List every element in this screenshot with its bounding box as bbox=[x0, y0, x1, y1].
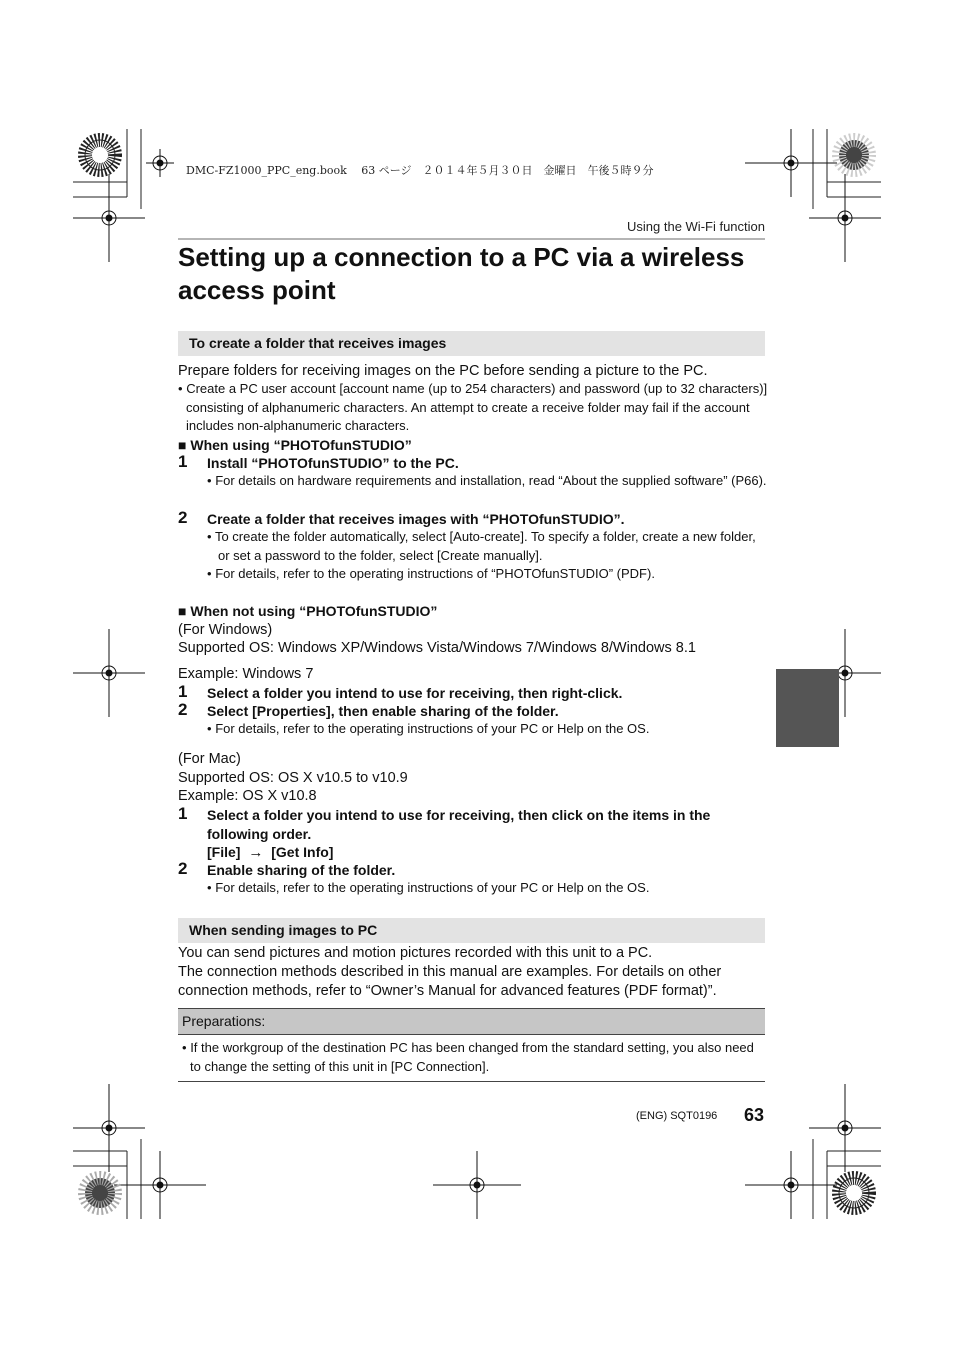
account-bullet bbox=[178, 380, 768, 436]
subheading-using-pfs bbox=[178, 436, 412, 455]
chapter-header: Using the Wi-Fi function bbox=[627, 219, 765, 234]
sending-para-2: The connection methods described in this manual are examples. For details on other connection methods, refer to “Owner’s Manual for advanced features (PDF format)”. bbox=[178, 964, 722, 999]
step-bullet-text: For details, refer to the operating instructions of your PC or Help on the OS. bbox=[215, 880, 650, 895]
bullet-dot: • bbox=[207, 473, 212, 488]
account-bullet-text: Create a PC user account [account name (up to 254 characters) and password (up to 32 characters)] consisting of alphanumeric characters. An attempt to create a receive folder may fail if the account includes non-alphanumeric characters. bbox=[186, 381, 768, 433]
preparations-bullet-text: If the workgroup of the destination PC has been changed from the standard setting, you also need to change the setting of this unit in [PC Connection]. bbox=[190, 1040, 754, 1074]
folder-intro: Prepare folders for receiving images on the PC before sending a picture to the PC. bbox=[178, 363, 708, 379]
step-number: 2 bbox=[178, 700, 188, 719]
subheading-not-using-pfs-text: When not using “PHOTOfunSTUDIO” bbox=[190, 603, 438, 619]
step-bullet bbox=[207, 565, 767, 584]
step-text: Install “PHOTOfunSTUDIO” to the PC. bbox=[207, 455, 459, 471]
menu-file: [File] bbox=[207, 844, 241, 860]
step-number: 2 bbox=[178, 508, 188, 527]
mac-example: Example: OS X v10.8 bbox=[178, 788, 317, 804]
title-line-2: access point bbox=[178, 275, 336, 305]
title-line-1: Setting up a connection to a PC via a wireless bbox=[178, 242, 745, 272]
step-bullet-text: For details on hardware requirements and installation, read “About the supplied software” (P66). bbox=[215, 473, 767, 488]
bullet-dot: • bbox=[207, 566, 212, 581]
header-rule bbox=[178, 238, 765, 240]
step-number: 1 bbox=[178, 452, 188, 471]
step-number: 2 bbox=[178, 859, 188, 878]
prep-rule-bottom bbox=[178, 1081, 765, 1082]
step-text: Select [Properties], then enable sharing of the folder. bbox=[207, 703, 559, 719]
bullet-dot: • bbox=[207, 880, 212, 895]
arrow-right-icon: → bbox=[248, 844, 264, 861]
preparations-label: Preparations: bbox=[178, 1009, 765, 1035]
step-text: Select a folder you intend to use for receiving, then click on the items in the following order. bbox=[207, 807, 711, 842]
step-bullet bbox=[207, 879, 767, 898]
step-bullet-text: To create the folder automatically, select [Auto-create]. To specify a folder, create a new folder, or set a password to the folder, select [Create manually]. bbox=[214, 529, 756, 563]
sending-para-1: You can send pictures and motion pictures recorded with this unit to a PC. bbox=[178, 945, 653, 961]
print-header: DMC-FZ1000_PPC_eng.book 63 ページ ２０１４年５月３０日 金曜日 午後５時９分 bbox=[186, 164, 654, 177]
step-bullet bbox=[207, 472, 767, 491]
windows-example: Example: Windows 7 bbox=[178, 666, 314, 682]
subheading-using-pfs-text: When using “PHOTOfunSTUDIO” bbox=[190, 437, 412, 453]
step-text: Enable sharing of the folder. bbox=[207, 862, 396, 878]
bullet-dot: • bbox=[207, 529, 212, 544]
step-text: Select a folder you intend to use for receiving, then right-click. bbox=[207, 685, 623, 701]
bullet-dot: • bbox=[178, 381, 183, 396]
bullet-dot: • bbox=[182, 1040, 187, 1055]
section-heading-sending: When sending images to PC bbox=[178, 918, 765, 943]
step-bullet bbox=[207, 720, 767, 739]
windows-supported-os: Supported OS: Windows XP/Windows Vista/Windows 7/Windows 8/Windows 8.1 bbox=[178, 640, 696, 656]
chapter-tab bbox=[776, 669, 839, 747]
mac-supported-os: Supported OS: OS X v10.5 to v10.9 bbox=[178, 770, 408, 786]
subheading-not-using-pfs bbox=[178, 602, 437, 621]
square-bullet-icon: ■ bbox=[178, 437, 187, 453]
page-title bbox=[178, 241, 778, 307]
step-number: 1 bbox=[178, 682, 188, 701]
mac-label: (For Mac) bbox=[178, 751, 241, 767]
footer-code: (ENG) SQT0196 bbox=[636, 1110, 718, 1122]
step-bullet bbox=[207, 528, 767, 565]
preparations-bullet bbox=[182, 1039, 765, 1076]
step-bullet-text: For details, refer to the operating instructions of “PHOTOfunSTUDIO” (PDF). bbox=[215, 566, 655, 581]
bullet-dot: • bbox=[207, 721, 212, 736]
square-bullet-icon: ■ bbox=[178, 603, 187, 619]
menu-get-info: [Get Info] bbox=[271, 844, 334, 860]
section-heading-folder: To create a folder that receives images bbox=[178, 331, 765, 356]
page-number: 63 bbox=[744, 1105, 765, 1125]
windows-label: (For Windows) bbox=[178, 622, 273, 638]
step-number: 1 bbox=[178, 804, 188, 823]
menu-path bbox=[207, 843, 767, 863]
step-bullet-text: For details, refer to the operating instructions of your PC or Help on the OS. bbox=[215, 721, 650, 736]
step-text: Create a folder that receives images with “PHOTOfunSTUDIO”. bbox=[207, 511, 625, 527]
